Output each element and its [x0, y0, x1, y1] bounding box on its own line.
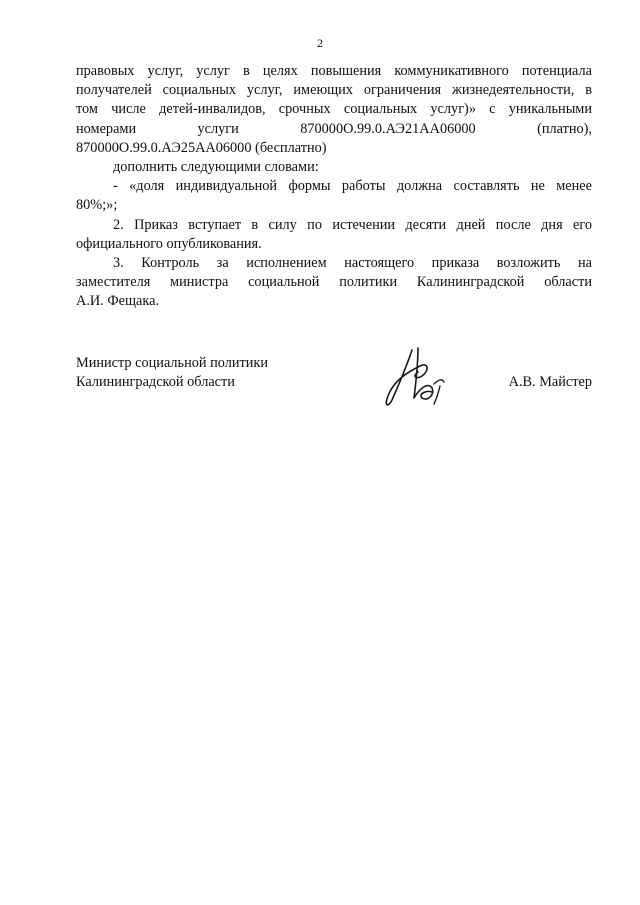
signatory-name: А.В. Майстер: [508, 374, 592, 390]
paragraph-line: том числе детей-инвалидов, срочных социальных услуг)» с уникальными: [76, 101, 592, 118]
paragraph-line: дополнить следующими словами:: [113, 159, 319, 176]
paragraph-line: номерами услуги 870000О.99.0.АЭ21АА06000 (платно),: [76, 120, 592, 137]
handwritten-signature-icon: [378, 342, 458, 414]
paragraph-line: А.И. Фещака.: [76, 293, 160, 310]
signature-block: [76, 354, 592, 414]
paragraph-line: официального опубликования.: [76, 235, 262, 252]
paragraph-line: 3. Контроль за исполнением настоящего приказа возложить на: [113, 255, 592, 272]
paragraph-line: - «доля индивидуальной формы работы должна составлять не менее: [113, 178, 592, 195]
document-body: [76, 62, 592, 312]
paragraph-line: 2. Приказ вступает в силу по истечении десяти дней после дня его: [113, 216, 592, 233]
signatory-title-line: Калининградской области: [76, 374, 235, 391]
paragraph-line: заместителя министра социальной политики Калининградской области: [76, 274, 592, 291]
paragraph-line: получателей социальных услуг, имеющих ограничения жизнедеятельности, в: [76, 82, 592, 99]
paragraph-line: 80%;»;: [76, 197, 118, 214]
paragraph-line: 870000О.99.0.АЭ25АА06000 (бесплатно): [76, 139, 327, 156]
signatory-title-line: Министр социальной политики: [76, 355, 268, 371]
page-number: 2: [317, 36, 323, 50]
signatory-title: [76, 354, 268, 392]
paragraph-line: правовых услуг, услуг в целях повышения коммуникативного потенциала: [76, 63, 592, 79]
